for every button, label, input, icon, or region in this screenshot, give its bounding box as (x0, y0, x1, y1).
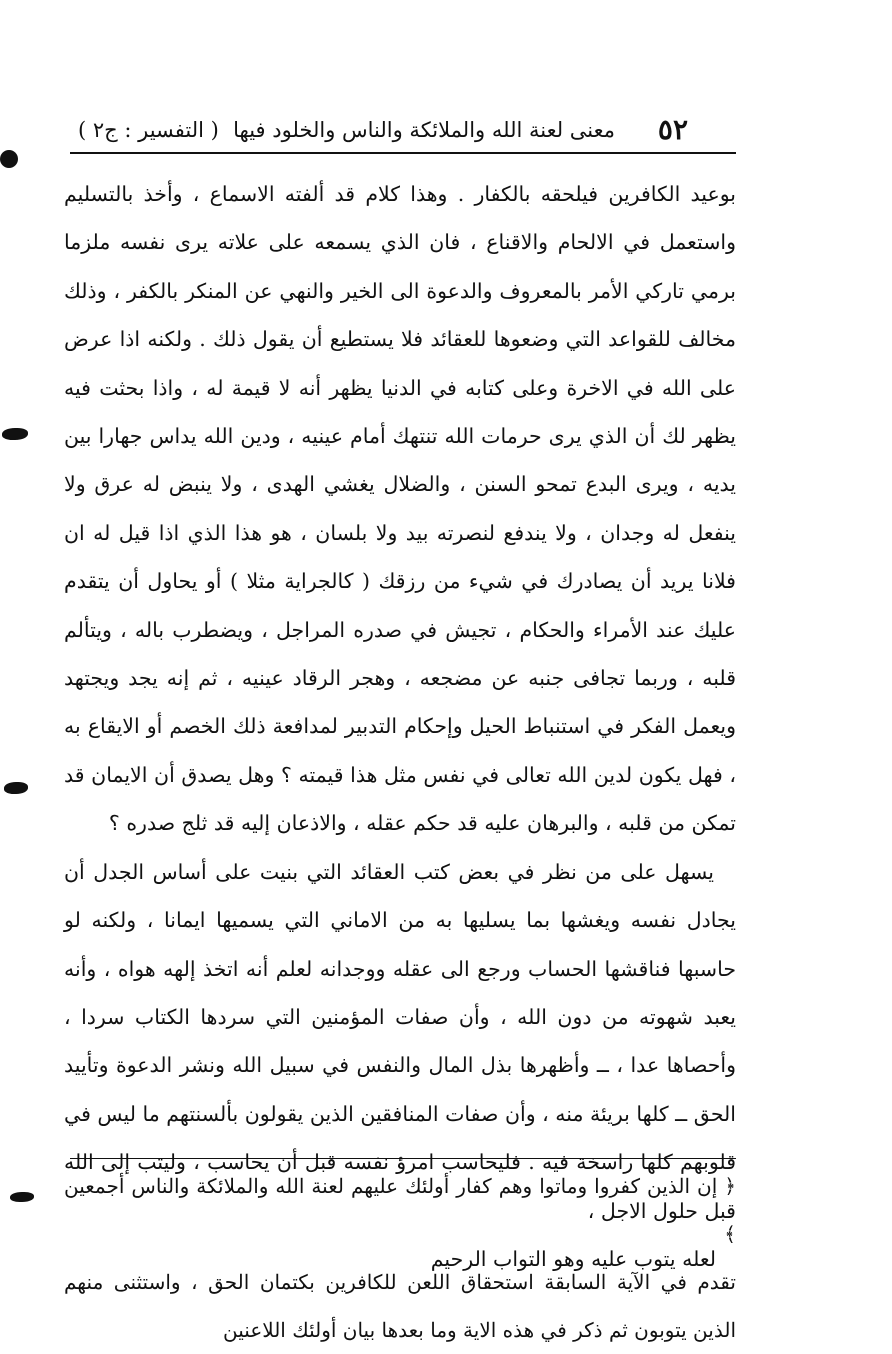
scan-mark-icon (0, 150, 18, 168)
paragraph-2: يسهل على من نظر في بعض كتب العقائد التي بنيت على أساس الجدل أن يجادل نفسه ويغشها بما يسليها به من الاماني التي يسميها ايمانا ، ولكنه لو حاسبها فناقشها الحساب ورجع الى عقله ووجدانه لعلم أنه اتخذ إلهه هواه ، وأنه يعبد شهوته من دون الله ، وأن صفات المؤمنين التي سردها الكتاب سردا ، وأحصاها عدا ، ــ وأظهرها بذل المال والنفس في سبيل الله ونشر الدعوة وتأييد الحق ــ كلها بريئة منه ، وأن صفات المنافقين الذين يقولون بألسنتهم ما ليس في قلوبهم كلها راسخة فيه . فليحاسب امرؤ نفسه قبل أن يحاسب ، وليتب إلى الله قبل حلول الاجل ، (64, 859, 736, 1223)
scan-mark-icon (10, 1192, 34, 1202)
footnote-rule (70, 1158, 736, 1159)
scan-mark-icon (2, 428, 28, 440)
page-number: ٥٢ (657, 113, 688, 146)
running-title: معنى لعنة الله والملائكة والناس والخلود فيها (233, 118, 615, 142)
paragraph-3: لعله يتوب عليه وهو التواب الرحيم (430, 1246, 716, 1271)
paragraph-1: بوعيد الكافرين فيلحقه بالكفار . وهذا كلام قد ألفته الاسماع ، وأخذ بالتسليم واستعمل في الالحام والاقناع ، فان الذي يسمعه على علاته يرى نفسه ملزما برمي تاركي الأمر بالمعروف والدعوة الى الخير والنهي عن المنكر بالكفر ، وذلك مخالف للقواعد التي وضعوها للعقائد فلا يستطيع أن يقول ذلك . ولكنه اذا عرض على الله في الاخرة وعلى كتابه في الدنيا يظهر أنه لا قيمة له ، واذا بحثت فيه يظهر لك أن الذي يرى حرمات الله تنتهك أمام عينيه ، ودين الله يداس جهارا بين يديه ، ويرى البدع تمحو السنن ، والضلال يغشي الهدى ، ولا ينبض له عرق ولا ينفعل له وجدان ، ولا يندفع لنصرته بيد ولا بلسان ، هو هذا الذي اذا قيل له ان فلانا يريد أن يصادرك في شيء من رزقك ( كالجراية مثلا ) أو يحاول أن يتقدم عليك عند الأمراء والحكام ، تجيش في صدره المراجل ، ويضطرب باله ، ويتألم قلبه ، وربما تجافى جنبه عن مضجعه ، وهجر الرقاد عينيه ، ثم إنه يجد ويجتهد ويعمل الفكر في استنباط الحيل وإحكام التدبير لمدافعة ذلك الخصم أو الايقاع به ، فهل يكون لدين الله تعالى في نفس مثل هذا قيمته ؟ وهل يصدق أن الايمان قد تمكن من قلبه ، والبرهان عليه قد حكم عقله ، والاذعان إليه قد ثلج صدره ؟ (64, 182, 736, 836)
header-rule (70, 152, 736, 154)
footnote-section (64, 1162, 736, 1354)
main-text (64, 170, 736, 1283)
scan-mark-icon (4, 782, 28, 794)
page-header (70, 108, 740, 152)
footnote-text: تقدم في الآية السابقة استحقاق اللعن للكافرين بكتمان الحق ، واستثنى منهم الذين يتوبون ثم ذكر في هذه الاية وما بعدها بيان أولئك اللاعنين (64, 1270, 736, 1342)
quranic-verse: ﴿ إن الذين كفروا وماتوا وهم كفار أولئك عليهم لعنة الله والملائكة والناس أجمعين ﴾ (64, 1174, 736, 1246)
section-tag: ( التفسير : ج٢ ) (78, 118, 219, 142)
